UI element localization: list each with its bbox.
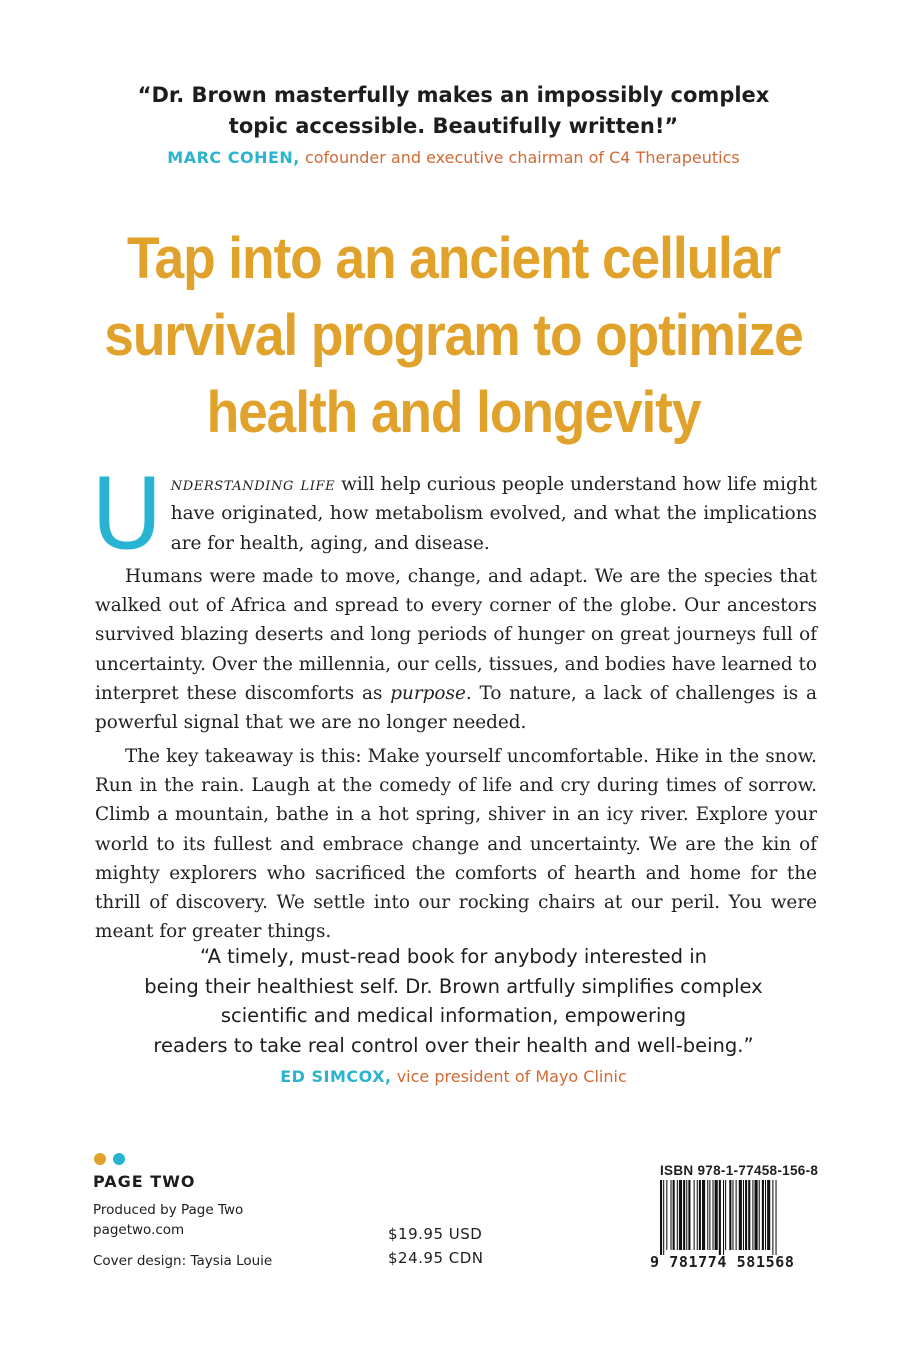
paragraph-2-text-b: . To nature, a lack of challenges is a powerful signal that we are no longer needed. xyxy=(95,683,817,734)
second-quote-line-3: scientific and medical information, empowering xyxy=(220,1004,687,1027)
paragraph-1 xyxy=(91,458,817,572)
paragraph-1-text: will help curious people understand how life might have originated, how metabolism evolved, and what the implications are for health, aging, and disease. xyxy=(170,474,817,554)
produced-by: Produced by Page Two xyxy=(93,1202,244,1218)
second-quote-line-4: readers to take real control over their health and well-being.” xyxy=(153,1033,754,1057)
top-quote-line-1: “Dr. Brown masterfully makes an impossibly complex xyxy=(137,83,770,107)
headline xyxy=(36,220,870,451)
attribution-name: MARC COHEN, xyxy=(167,148,300,167)
paragraph-2 xyxy=(95,562,817,738)
book-title-inline: nderstanding life xyxy=(170,474,336,495)
publisher-logo-dot-gold xyxy=(94,1153,106,1165)
price-cdn: $24.95 CDN xyxy=(388,1249,484,1267)
top-quote-line-2: topic accessible. Beautifully written!” xyxy=(228,114,679,138)
second-quote xyxy=(0,942,907,1060)
attribution-name: ED SIMCOX, xyxy=(280,1067,392,1086)
headline-line-3: health and longevity xyxy=(206,380,701,445)
cover-design-credit: Cover design: Taysia Louie xyxy=(93,1253,273,1269)
top-quote xyxy=(0,80,907,142)
isbn-barcode-image xyxy=(660,1180,810,1255)
publisher-logo-dot-blue xyxy=(113,1153,125,1165)
second-quote-line-1: “A timely, must-read book for anybody interested in xyxy=(199,945,708,968)
body-copy xyxy=(91,458,817,947)
headline-line-2: survival program to optimize xyxy=(104,303,803,368)
publisher-website: pagetwo.com xyxy=(93,1222,185,1238)
publisher-credits xyxy=(93,1200,243,1240)
top-quote-attribution xyxy=(0,148,907,167)
price-usd: $19.95 USD xyxy=(388,1225,483,1243)
paragraph-2-text-a: Humans were made to move, change, and adapt. We are the species that walked out of Africa and spread to every corner of the globe. Our ancestors survived blazing deserts and long periods of hunger on great journeys full of uncertainty. Over the millennia, our cells, tissues, and bodies have learned to interpret these discomforts as xyxy=(95,565,817,705)
paragraph-2-italic: purpose xyxy=(390,683,466,705)
drop-cap: U xyxy=(91,458,163,572)
barcode-digits: 9 781774 581568 xyxy=(650,1253,795,1271)
isbn-label: ISBN 978-1-77458-156-8 xyxy=(660,1163,819,1178)
attribution-role: cofounder and executive chairman of C4 Therapeutics xyxy=(299,148,740,167)
second-quote-line-2: being their healthiest self. Dr. Brown artfully simplifies complex xyxy=(144,974,763,998)
paragraph-3: The key takeaway is this: Make yourself uncomfortable. Hike in the snow. Run in the rain. Laugh at the comedy of life and cry during times of sorrow. Climb a mountain, bathe in a hot spring, shiver in an icy river. Explore your world to its fullest and embrace change and uncertainty. We are the kin of mighty explorers who sacrificed the comforts of hearth and home for the thrill of discovery. We settle into our rocking chairs at our peril. You were meant for greater things. xyxy=(95,745,817,943)
headline-line-1: Tap into an ancient cellular xyxy=(126,226,781,291)
attribution-role: vice president of Mayo Clinic xyxy=(391,1067,627,1086)
prices xyxy=(388,1222,484,1270)
second-quote-attribution xyxy=(0,1067,907,1086)
publisher-logo-text: PAGE TWO xyxy=(93,1172,196,1191)
